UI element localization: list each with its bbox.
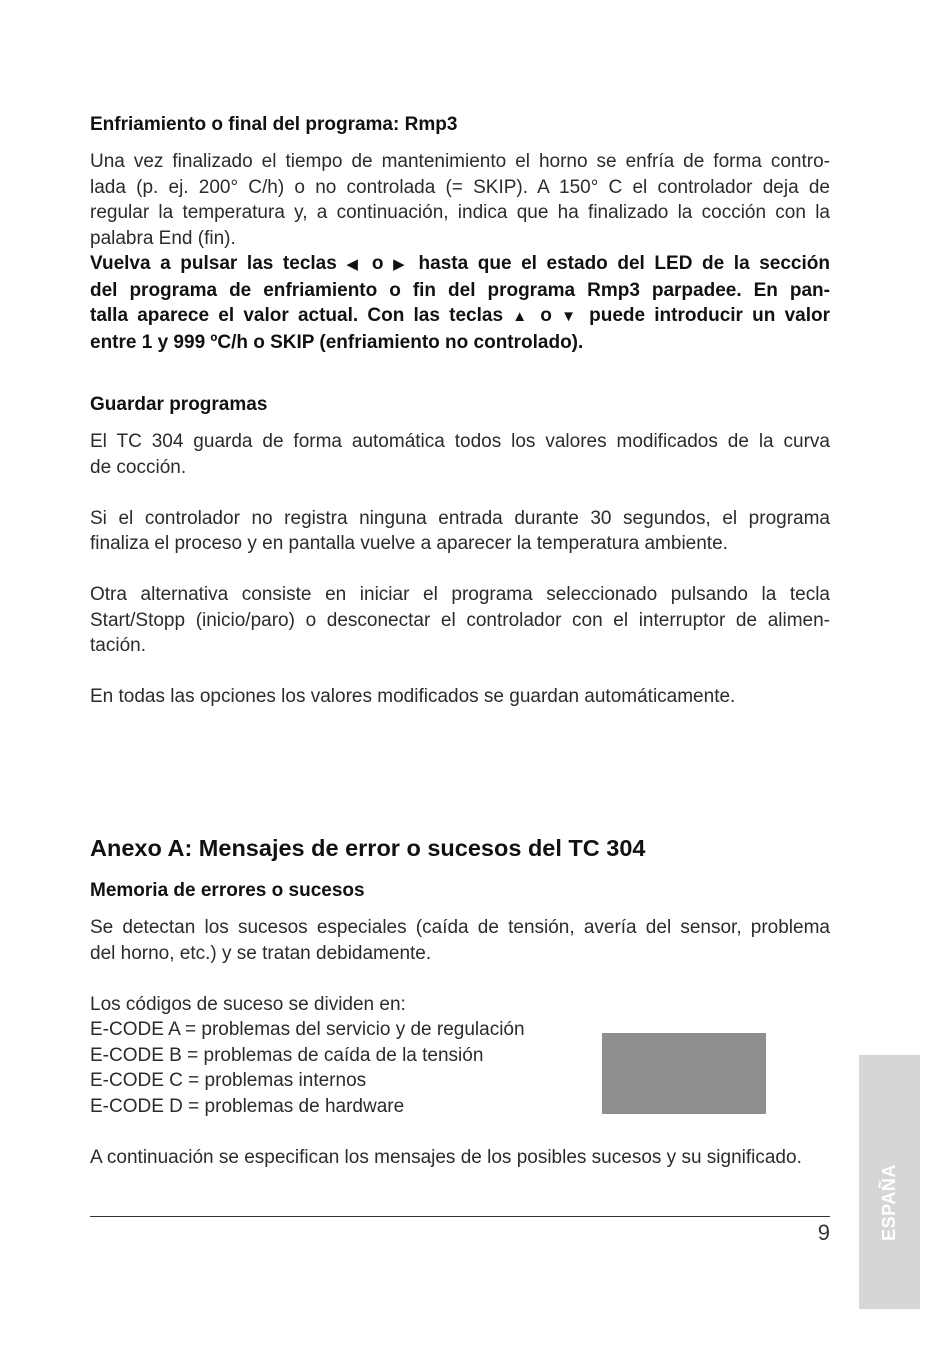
paragraph — [90, 684, 830, 710]
text-line: palabra End (fin). — [90, 227, 236, 249]
text-line: Si el controlador no registra ninguna entrada durante 30 segundos, el programa — [90, 507, 830, 529]
text-fragment: hasta que el estado del LED de la sección — [418, 253, 830, 274]
text-line: entre 1 y 999 ºC/h o SKIP (enfriamiento no controlado). — [90, 331, 584, 353]
code-item: E-CODE A = problemas del servicio y de regulación — [90, 1019, 525, 1040]
text-fragment: Vuelva a pulsar las teclas — [90, 253, 337, 274]
text-line: del programa de enfriamiento o fin del programa Rmp3 parpadee. En pan- — [90, 279, 830, 301]
arrow-left-icon: ◀ — [346, 256, 363, 273]
text-line: regular la temperatura y, a continuación, indica que ha finalizado la cocción con la — [90, 202, 830, 223]
text-fragment: o — [371, 253, 384, 274]
annex-subheading: Memoria de errores o sucesos — [90, 880, 365, 901]
section-save-programs — [90, 392, 830, 710]
arrow-down-icon: ▼ — [561, 308, 580, 325]
section-heading: Guardar programas — [90, 394, 268, 415]
text-line: En todas las opciones los valores modificados se guardan automáticamente. — [90, 686, 736, 707]
text-line — [90, 251, 830, 278]
text-line: El TC 304 guarda de forma automática todos los valores modificados de la curva — [90, 431, 830, 452]
text-line: Start/Stopp (inicio/paro) o desconectar el controlador con el interruptor de alimen- — [90, 609, 830, 631]
cooling-paragraph — [90, 149, 830, 251]
text-fragment: talla aparece el valor actual. Con las teclas — [90, 305, 504, 326]
page-number: 9 — [817, 1220, 830, 1245]
paragraph — [90, 429, 830, 480]
instruction-paragraph — [90, 251, 830, 355]
code-item: E-CODE D = problemas de hardware — [90, 1095, 405, 1117]
text-line: Una vez finalizado el tiempo de mantenimiento el horno se enfría de forma contro- — [90, 151, 830, 172]
paragraph — [90, 1145, 830, 1171]
arrow-right-icon: ▶ — [393, 256, 409, 273]
text-line: del horno, etc.) y se tratan debidamente. — [90, 942, 432, 964]
text-line: A continuación se especifican los mensajes de los posibles sucesos y su significado. — [90, 1146, 802, 1168]
annex-title: Anexo A: Mensajes de error o sucesos del TC 304 — [90, 835, 646, 861]
annex-section — [90, 834, 830, 1170]
text-line: tación. — [90, 635, 146, 656]
text-line: Otra alternativa consiste en iniciar el programa seleccionado pulsando la tecla — [90, 584, 830, 605]
paragraph — [90, 582, 830, 659]
text-fragment: o — [540, 305, 552, 326]
text-line: Se detectan los sucesos especiales (caída de tensión, avería del sensor, problema — [90, 917, 830, 938]
paragraph — [90, 915, 830, 966]
code-item: E-CODE B = problemas de caída de la tensión — [90, 1044, 484, 1066]
code-item: E-CODE C = problemas internos — [90, 1070, 367, 1091]
language-tab-label: ESPAÑA — [879, 1163, 899, 1241]
language-tab-label-wrapper — [859, 1055, 920, 1309]
arrow-up-icon: ▲ — [512, 308, 532, 325]
paragraph — [90, 506, 830, 557]
image-placeholder — [602, 1033, 766, 1114]
text-fragment: puede introducir un valor — [589, 305, 830, 326]
text-line — [90, 303, 830, 330]
code-intro: Los códigos de suceso se dividen en: — [90, 993, 406, 1015]
text-line: de cocción. — [90, 456, 187, 478]
text-line: lada (p. ej. 200° C/h) o no controlada (= SKIP). A 150° C el controlador deja de — [90, 176, 830, 198]
text-line: finaliza el proceso y en pantalla vuelve a aparecer la temperatura ambiente. — [90, 533, 728, 554]
footer-rule — [90, 1216, 830, 1217]
section-cooling — [90, 112, 830, 355]
section-heading: Enfriamiento o final del programa: Rmp3 — [90, 114, 458, 135]
